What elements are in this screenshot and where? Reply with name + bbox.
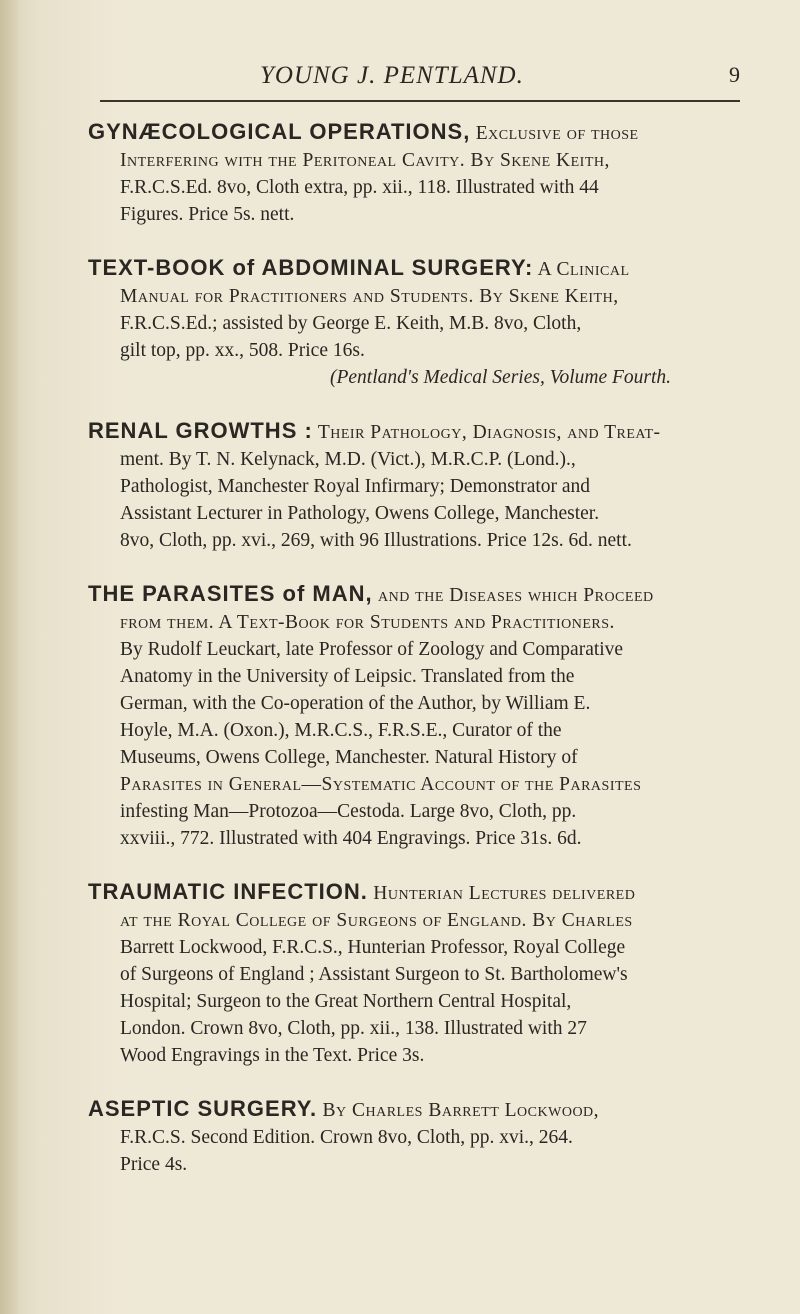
book-title: RENAL GROWTHS : xyxy=(88,418,313,443)
entry-text: A Clinical xyxy=(533,259,630,280)
entry-text: By Charles Barrett Lockwood, xyxy=(317,1100,600,1121)
entry-line: Parasites in General—Systematic Account of the Parasites xyxy=(120,774,642,795)
entry-line: Price 4s. xyxy=(120,1154,188,1175)
page-header xyxy=(240,62,740,96)
entry-line: Hoyle, M.A. (Oxon.), M.R.C.S., F.R.S.E., Curator of the xyxy=(120,720,562,741)
entry-line: F.R.C.S. Second Edition. Crown 8vo, Cloth, pp. xvi., 264. xyxy=(120,1127,573,1148)
entry-text: Hunterian Lectures delivered xyxy=(367,883,636,904)
book-title: ASEPTIC SURGERY. xyxy=(88,1096,318,1121)
entry-line: Anatomy in the University of Leipsic. Translated from the xyxy=(120,666,575,687)
entry-line: Wood Engravings in the Text. Price 3s. xyxy=(120,1045,425,1066)
entry-line: ment. By T. N. Kelynack, M.D. (Vict.), M.R.C.P. (Lond.)., xyxy=(120,449,576,470)
entry-line xyxy=(88,1095,740,1124)
entry-line: By Rudolf Leuckart, late Professor of Zoology and Comparative xyxy=(120,639,624,660)
catalogue-entry-parasites-of-man xyxy=(88,580,740,852)
entry-line: infesting Man—Protozoa—Cestoda. Large 8vo, Cloth, pp. xyxy=(120,801,577,822)
entry-line: F.R.C.S.Ed.; assisted by George E. Keith, M.B. 8vo, Cloth, xyxy=(120,313,582,334)
entry-line: Interfering with the Peritoneal Cavity. By Skene Keith, xyxy=(120,150,610,171)
page-number: 9 xyxy=(729,62,740,87)
entry-line: Barrett Lockwood, F.R.C.S., Hunterian Professor, Royal College xyxy=(120,937,626,958)
entry-line: gilt top, pp. xx., 508. Price 16s. xyxy=(120,340,365,361)
entry-line: Figures. Price 5s. nett. xyxy=(120,204,295,225)
page-spine-shadow xyxy=(0,0,18,1314)
book-title: TRAUMATIC INFECTION. xyxy=(88,879,368,904)
book-title: GYNÆCOLOGICAL OPERATIONS, xyxy=(88,119,471,144)
entry-line xyxy=(88,254,740,283)
entry-line: from them. A Text-Book for Students and Practitioners. xyxy=(120,612,615,633)
catalogue-entry-aseptic-surgery xyxy=(88,1095,740,1178)
entry-line: of Surgeons of England ; Assistant Surgeon to St. Bartholomew's xyxy=(120,964,628,985)
entry-text: and the Diseases which Proceed xyxy=(372,585,654,606)
entry-line: German, with the Co-operation of the Author, by William E. xyxy=(120,693,591,714)
entry-line: Assistant Lecturer in Pathology, Owens College, Manchester. xyxy=(120,503,600,524)
entry-line xyxy=(88,878,740,907)
entry-line: Pathologist, Manchester Royal Infirmary; Demonstrator and xyxy=(120,476,591,497)
catalogue-listing xyxy=(88,118,740,1178)
catalogue-entry-renal-growths xyxy=(88,417,740,554)
series-note: (Pentland's Medical Series, Volume Fourth. xyxy=(330,367,672,388)
entry-line xyxy=(88,580,740,609)
catalogue-entry-gynaecological xyxy=(88,118,740,228)
entry-line xyxy=(88,118,740,147)
running-title: YOUNG J. PENTLAND. xyxy=(260,62,524,89)
entry-line: at the Royal College of Surgeons of England. By Charles xyxy=(120,910,633,931)
entry-text: Exclusive of those xyxy=(470,123,639,144)
book-title: TEXT-BOOK of ABDOMINAL SURGERY: xyxy=(88,255,534,280)
entry-text: Their Pathology, Diagnosis, and Treat- xyxy=(312,422,661,443)
entry-line xyxy=(88,417,740,446)
entry-line: Museums, Owens College, Manchester. Natural History of xyxy=(120,747,578,768)
book-title: THE PARASITES of MAN, xyxy=(88,581,373,606)
catalogue-entry-traumatic-infection xyxy=(88,878,740,1069)
entry-line: Manual for Practitioners and Students. By Skene Keith, xyxy=(120,286,619,307)
entry-line: Hospital; Surgeon to the Great Northern Central Hospital, xyxy=(120,991,572,1012)
entry-line: xxviii., 772. Illustrated with 404 Engravings. Price 31s. 6d. xyxy=(120,828,582,849)
header-rule xyxy=(100,100,740,102)
entry-line: 8vo, Cloth, pp. xvi., 269, with 96 Illustrations. Price 12s. 6d. nett. xyxy=(120,530,632,551)
entry-line: London. Crown 8vo, Cloth, pp. xii., 138. Illustrated with 27 xyxy=(120,1018,587,1039)
entry-line: F.R.C.S.Ed. 8vo, Cloth extra, pp. xii., 118. Illustrated with 44 xyxy=(120,177,599,198)
catalogue-entry-abdominal-surgery xyxy=(88,254,740,391)
